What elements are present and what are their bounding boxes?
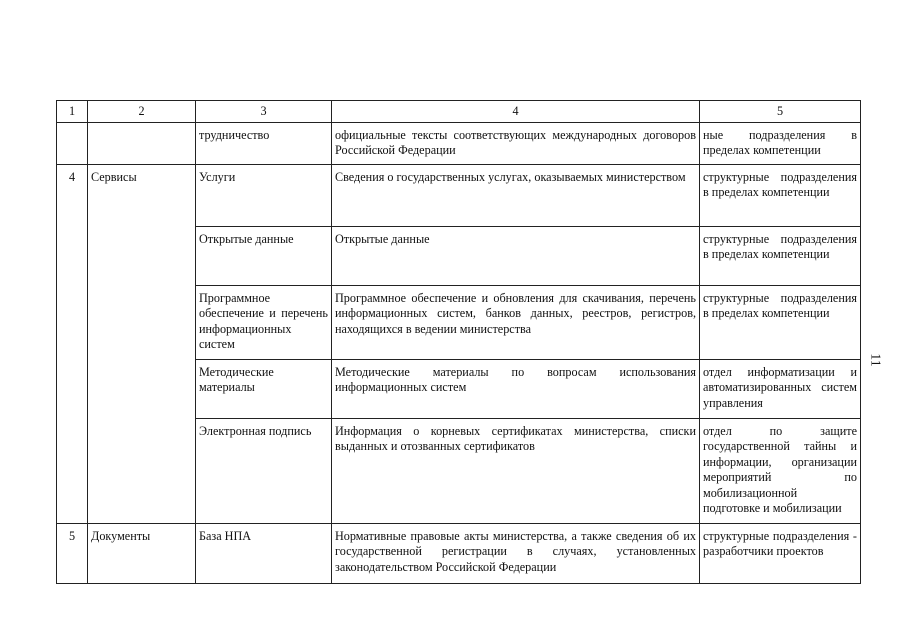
responsible-unit: отдел по защите государственной тайны и информации, организации мероприятий по мобилизационной подготовке и мобилизации xyxy=(700,419,861,524)
empty-cell xyxy=(57,123,88,165)
continuation-name-cell: трудничество xyxy=(196,123,332,165)
section-name: Сервисы xyxy=(88,165,196,524)
subsection-name: Электронная подпись xyxy=(196,419,332,524)
subsection-name: Программное обеспечение и перечень информационных систем xyxy=(196,286,332,360)
subsection-content: Открытые данные xyxy=(332,227,700,286)
subsection-name: Открытые данные xyxy=(196,227,332,286)
header-col-5: 5 xyxy=(700,101,861,123)
subsection-name: Услуги xyxy=(196,165,332,227)
document-table xyxy=(56,100,861,584)
subsection-content: Информация о корневых сертификатах министерства, списки выданных и отозванных сертификатов xyxy=(332,419,700,524)
continuation-row xyxy=(57,123,861,165)
section-name: Документы xyxy=(88,524,196,584)
responsible-unit: структурные подразделения в пределах компетенции xyxy=(700,165,861,227)
subsection-content: Нормативные правовые акты министерства, а также сведения об их государственной регистрации в случаях, установленных законодательством Российской Федерации xyxy=(332,524,700,584)
table-row xyxy=(57,524,861,584)
subsection-content: Сведения о государственных услугах, оказываемых министерством xyxy=(332,165,700,227)
header-col-4: 4 xyxy=(332,101,700,123)
responsible-unit: структурные подразделения в пределах компетенции xyxy=(700,227,861,286)
table-row xyxy=(57,165,861,227)
header-col-2: 2 xyxy=(88,101,196,123)
subsection-content: Программное обеспечение и обновления для скачивания, перечень информационных систем, банков данных, реестров, регистров, находящихся в ведении министерства xyxy=(332,286,700,360)
continuation-responsible-cell: ные подразделения в пределах компетенции xyxy=(700,123,861,165)
subsection-name: Методические материалы xyxy=(196,360,332,419)
header-col-1: 1 xyxy=(57,101,88,123)
responsible-unit: структурные подразделения в пределах компетенции xyxy=(700,286,861,360)
row-number: 4 xyxy=(57,165,88,524)
header-row xyxy=(57,101,861,123)
continuation-content-cell: официальные тексты соответствующих международных договоров Российской Федерации xyxy=(332,123,700,165)
empty-cell xyxy=(88,123,196,165)
subsection-name: База НПА xyxy=(196,524,332,584)
row-number: 5 xyxy=(57,524,88,584)
page-number: 11 xyxy=(867,353,883,367)
responsible-unit: структурные подразделения - разработчики проектов xyxy=(700,524,861,584)
responsible-unit: отдел информатизации и автоматизированных систем управления xyxy=(700,360,861,419)
subsection-content: Методические материалы по вопросам использования информационных систем xyxy=(332,360,700,419)
header-col-3: 3 xyxy=(196,101,332,123)
